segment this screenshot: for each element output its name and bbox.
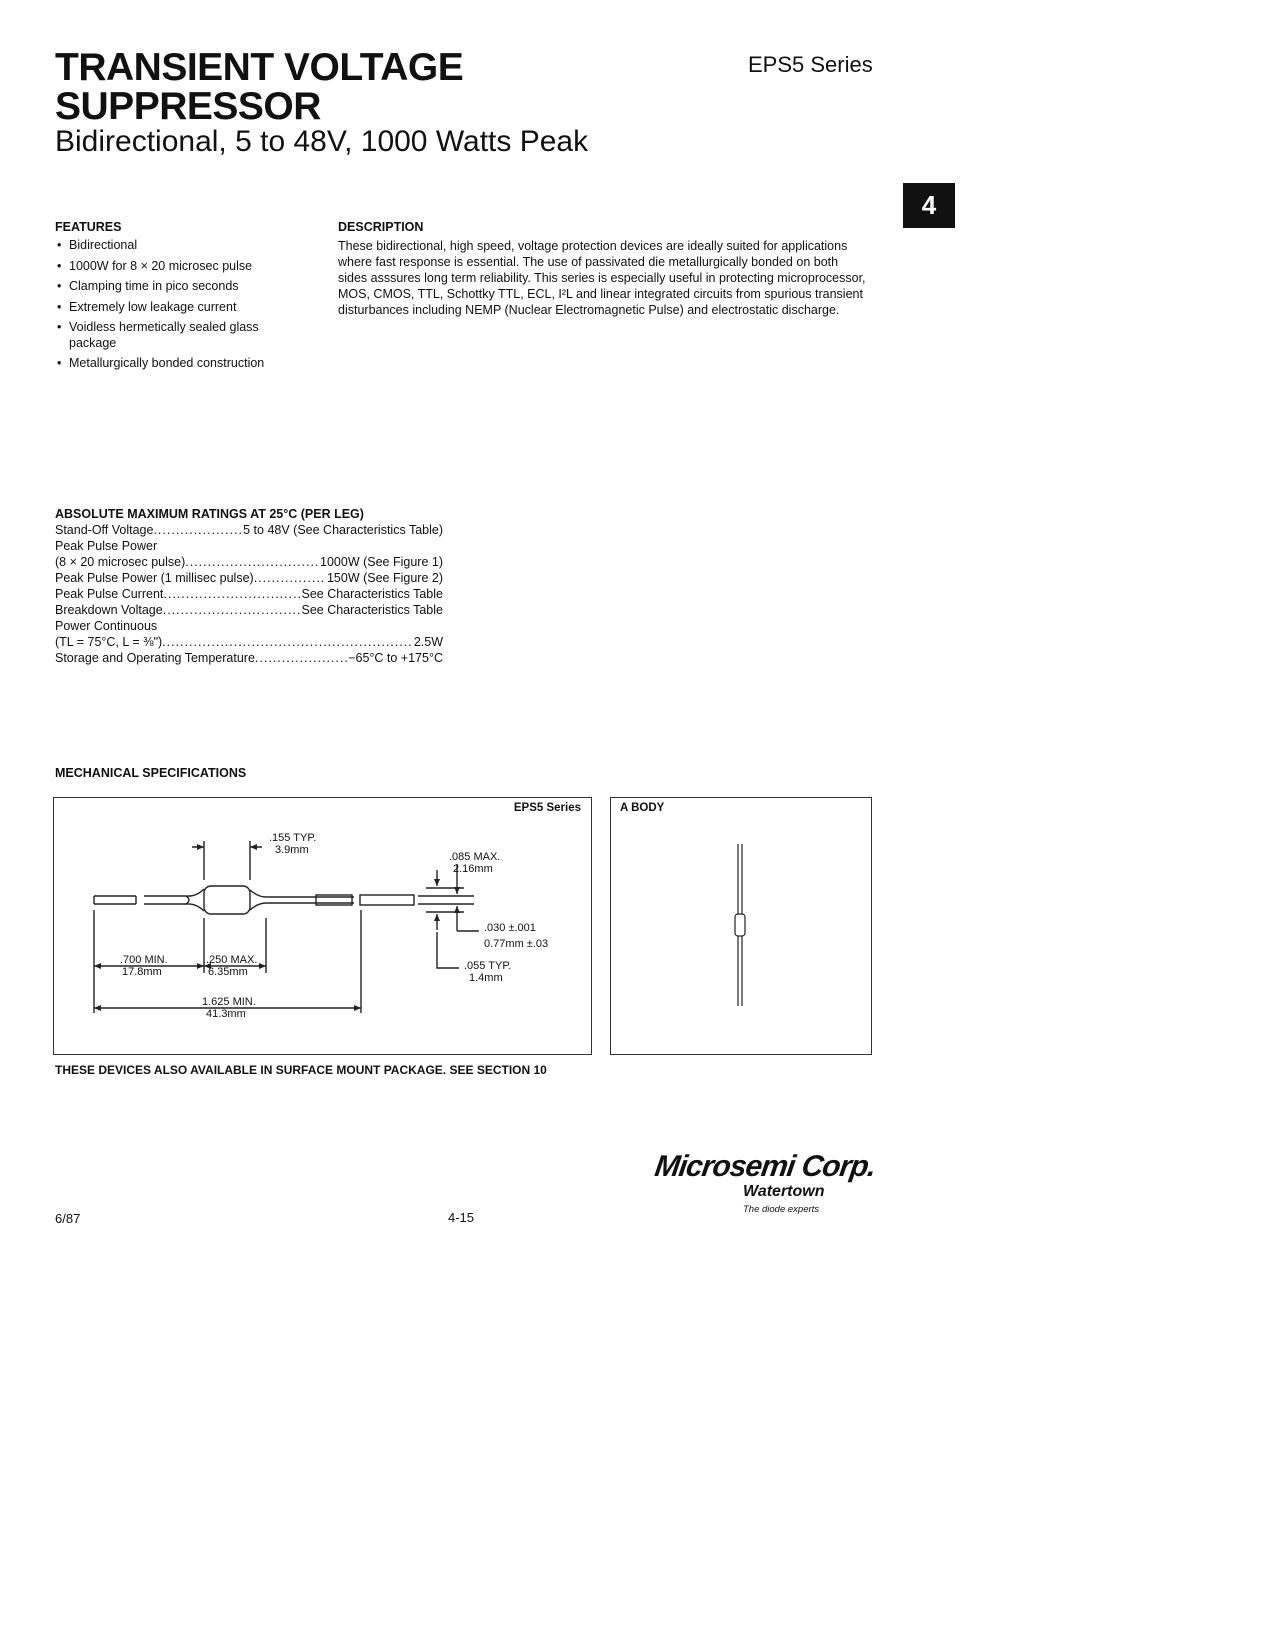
dot-leader xyxy=(163,602,301,618)
description-heading: DESCRIPTION xyxy=(338,220,424,234)
rating-label: Peak Pulse Power xyxy=(55,539,158,553)
body-bottom-lead xyxy=(738,936,742,1006)
rating-row xyxy=(55,522,443,538)
title-line-1: TRANSIENT VOLTAGE xyxy=(55,46,464,89)
left-lead-segment xyxy=(94,896,136,904)
rating-row xyxy=(55,570,443,586)
mechanical-heading: MECHANICAL SPECIFICATIONS xyxy=(55,766,247,780)
series-label: EPS5 Series xyxy=(748,52,873,77)
dim-1625-mm-label: 41.3mm xyxy=(206,1008,246,1020)
body-label: A BODY xyxy=(620,802,665,814)
rating-row xyxy=(55,538,443,554)
dim-label xyxy=(202,996,256,1020)
right-lead xyxy=(266,897,354,903)
title-line-2: SUPPRESSOR xyxy=(55,85,321,128)
dim-label xyxy=(120,954,168,978)
page-subtitle: Bidirectional, 5 to 48V, 1000 Watts Peak xyxy=(55,125,589,158)
company-name: Microsemi Corp. xyxy=(652,1150,878,1183)
body-shoulder-right xyxy=(250,890,266,910)
rating-label: Stand-Off Voltage xyxy=(55,523,154,537)
feature-item: • Bidirectional xyxy=(55,238,305,254)
dim-700-label: .700 MIN. xyxy=(120,954,168,966)
footer-date: 6/87 xyxy=(55,1211,81,1226)
feature-item: • Extremely low leakage current xyxy=(55,300,305,316)
rating-row xyxy=(55,554,443,570)
company-location: Watertown xyxy=(743,1183,825,1200)
feature-item: • 1000W for 8 × 20 microsec pulse xyxy=(55,259,305,275)
dim-1625-label: 1.625 MIN. xyxy=(202,996,256,1008)
company-logo xyxy=(652,1150,885,1222)
diode-body xyxy=(204,886,250,914)
features-heading: FEATURES xyxy=(55,220,122,234)
company-tagline: The diode experts xyxy=(743,1204,820,1215)
dot-leader xyxy=(185,554,319,570)
dim-155-label: .155 TYP. xyxy=(269,832,317,844)
section-tab: 4 xyxy=(903,183,955,228)
rating-value: See Characteristics Table xyxy=(301,587,443,601)
body-shoulder-left xyxy=(186,889,204,896)
dim-030-mm-label: 0.77mm ±.03 xyxy=(484,938,549,950)
rating-row xyxy=(55,586,443,602)
features-list xyxy=(55,238,305,372)
page-title xyxy=(55,48,463,126)
feature-item: • Metallurgically bonded construction xyxy=(55,356,305,372)
dim-250-label: .250 MAX. xyxy=(206,954,258,966)
dim-label xyxy=(449,851,500,875)
rating-label: (TL = 75°C, L = ⅜") xyxy=(55,635,163,649)
dim-700-mm-label: 17.8mm xyxy=(122,966,162,978)
dim-155-mm-label: 3.9mm xyxy=(275,844,309,856)
rating-label: Peak Pulse Current xyxy=(55,587,164,601)
rating-value: 150W (See Figure 2) xyxy=(326,571,443,585)
feature-item: • Voidless hermetically sealed glass package xyxy=(55,320,305,351)
dim-250-mm-label: 6.35mm xyxy=(208,966,248,978)
rating-value: −65°C to +175°C xyxy=(348,651,443,665)
body-top-lead xyxy=(738,844,742,914)
rating-label: Peak Pulse Power (1 millisec pulse) xyxy=(55,571,254,585)
dim-085-label: .085 MAX. xyxy=(449,851,501,863)
body-outline-diode xyxy=(735,914,745,936)
dot-leader xyxy=(163,586,300,602)
footer-page-number: 4-15 xyxy=(448,1210,475,1225)
dim-155-extension xyxy=(204,841,250,880)
ratings-heading: ABSOLUTE MAXIMUM RATINGS AT 25°C (PER LEG) xyxy=(55,507,364,521)
lead-extension xyxy=(418,896,474,904)
body-outline-box xyxy=(610,797,872,1055)
dim-label xyxy=(269,832,316,856)
dim-label xyxy=(484,922,548,950)
dim-055-leader xyxy=(437,932,459,968)
dim-label xyxy=(464,960,511,984)
dim-label xyxy=(206,954,257,978)
ratings-section xyxy=(55,507,443,666)
dot-leader xyxy=(153,522,242,538)
rating-row xyxy=(55,618,443,634)
rating-label: Breakdown Voltage xyxy=(55,603,163,617)
dim-055-label: .055 TYP. xyxy=(464,960,512,972)
rating-value: See Characteristics Table xyxy=(301,603,443,617)
rating-label: Storage and Operating Temperature xyxy=(55,651,255,665)
rating-value: 1000W (See Figure 1) xyxy=(320,555,443,569)
surface-mount-note: THESE DEVICES ALSO AVAILABLE IN SURFACE MOUNT PACKAGE. SEE SECTION 10 xyxy=(55,1063,547,1077)
dot-leader xyxy=(162,634,413,650)
dimension-drawing-box xyxy=(53,797,592,1055)
description-section xyxy=(338,220,868,318)
drawing-series-label: EPS5 Series xyxy=(513,802,581,814)
right-lead-segment xyxy=(360,895,414,905)
dim-085-extension xyxy=(426,888,464,912)
description-text: These bidirectional, high speed, voltage protection devices are ideally suited for applications where fast response is essential. The use of passivated die metallurgically bonded on both sides asssures long term reliability. This series is especially useful in protecting microprocessor, MOS, CMOS, TTL, Schottky TTL, ECL, I²L and linear integrated circuits from spurious transient disturbances including NEMP (Nuclear Electromagnetic Pulse) and electrostatic discharge. xyxy=(338,239,866,317)
rating-value: 2.5W xyxy=(413,635,443,649)
rating-value: 5 to 48V (See Characteristics Table) xyxy=(243,523,443,537)
dim-085-mm-label: 2.16mm xyxy=(453,863,493,875)
body-outline-drawing xyxy=(611,798,871,1054)
rating-label: Power Continuous xyxy=(55,619,158,633)
dim-030-label: .030 ±.001 xyxy=(484,922,536,934)
left-lead-segment xyxy=(144,896,189,904)
feature-item: • Clamping time in pico seconds xyxy=(55,279,305,295)
rating-row xyxy=(55,634,443,650)
dot-leader xyxy=(255,650,347,666)
features-section xyxy=(55,220,305,377)
dim-055-mm-label: 1.4mm xyxy=(469,972,503,984)
rating-row xyxy=(55,602,443,618)
rating-label: (8 × 20 microsec pulse) xyxy=(55,555,186,569)
dot-leader xyxy=(254,570,326,586)
rating-row xyxy=(55,650,443,666)
